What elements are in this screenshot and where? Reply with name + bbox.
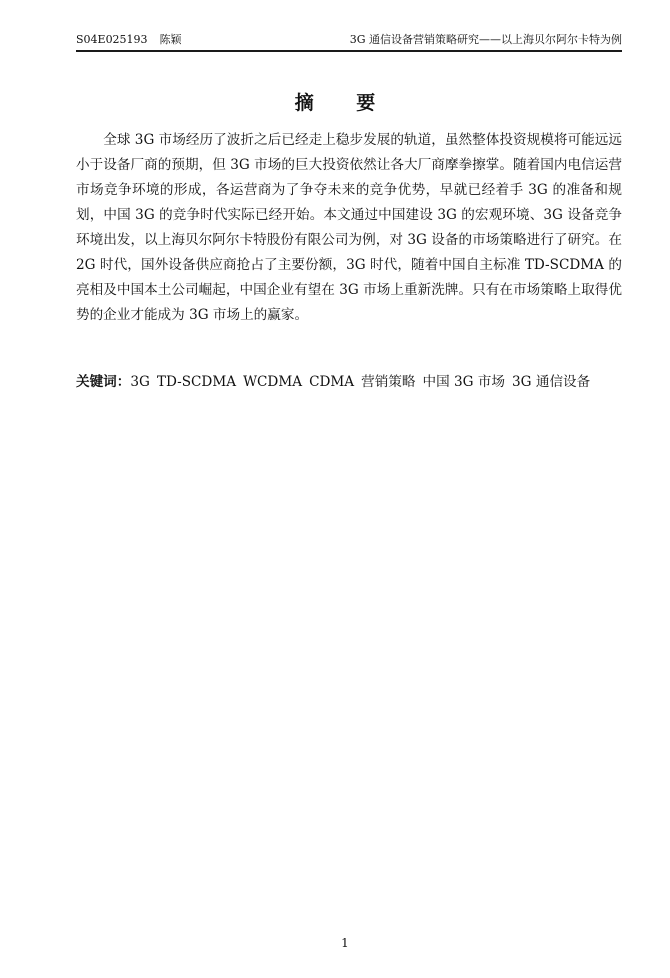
keyword: 营销策略	[361, 374, 416, 390]
keywords-label: 关键词：	[76, 374, 131, 390]
keyword: CDMA	[309, 374, 355, 390]
keywords-line	[76, 371, 622, 393]
author-name: 陈颖	[159, 33, 182, 46]
keyword: TD-SCDMA	[156, 374, 237, 390]
keyword: 3G 通信设备	[512, 374, 591, 390]
keyword: 3G	[130, 374, 150, 390]
page-number: 1	[341, 936, 349, 950]
abstract-paragraph: 全球 3G 市场经历了波折之后已经走上稳步发展的轨道，虽然整体投资规模将可能远远小于设备厂商的预期，但 3G 市场的巨大投资依然让各大厂商摩拳擦掌。随着国内电信运营市场竞争环境的形成，各运营商为了争夺未来的竞争优势，早就已经着手 3G 的准备和规划，中国 3G 的竞争时代实际已经开始。本文通过中国建设 3G 的宏观环境、3G 设备竞争环境出发，以上海贝尔阿尔卡特股份有限公司为例，对 3G 设备的市场策略进行了研究。在 2G 时代，国外设备供应商抢占了主要份额，3G 时代，随着中国自主标准 TD-SCDMA 的亮相及中国本土公司崛起，中国企业有望在 3G 市场上重新洗牌。只有在市场策略上取得优势的企业才能成为 3G 市场上的赢家。	[76, 132, 622, 323]
document-id: S04E025193	[76, 33, 148, 46]
abstract-heading: 摘 要	[294, 92, 394, 114]
header-thesis-title: 3G 通信设备营销策略研究——以上海贝尔阿尔卡特为例	[349, 33, 622, 46]
header-left	[76, 32, 182, 48]
running-header	[76, 30, 622, 52]
keyword: WCDMA	[243, 374, 303, 390]
keyword: 中国 3G 市场	[422, 374, 506, 390]
